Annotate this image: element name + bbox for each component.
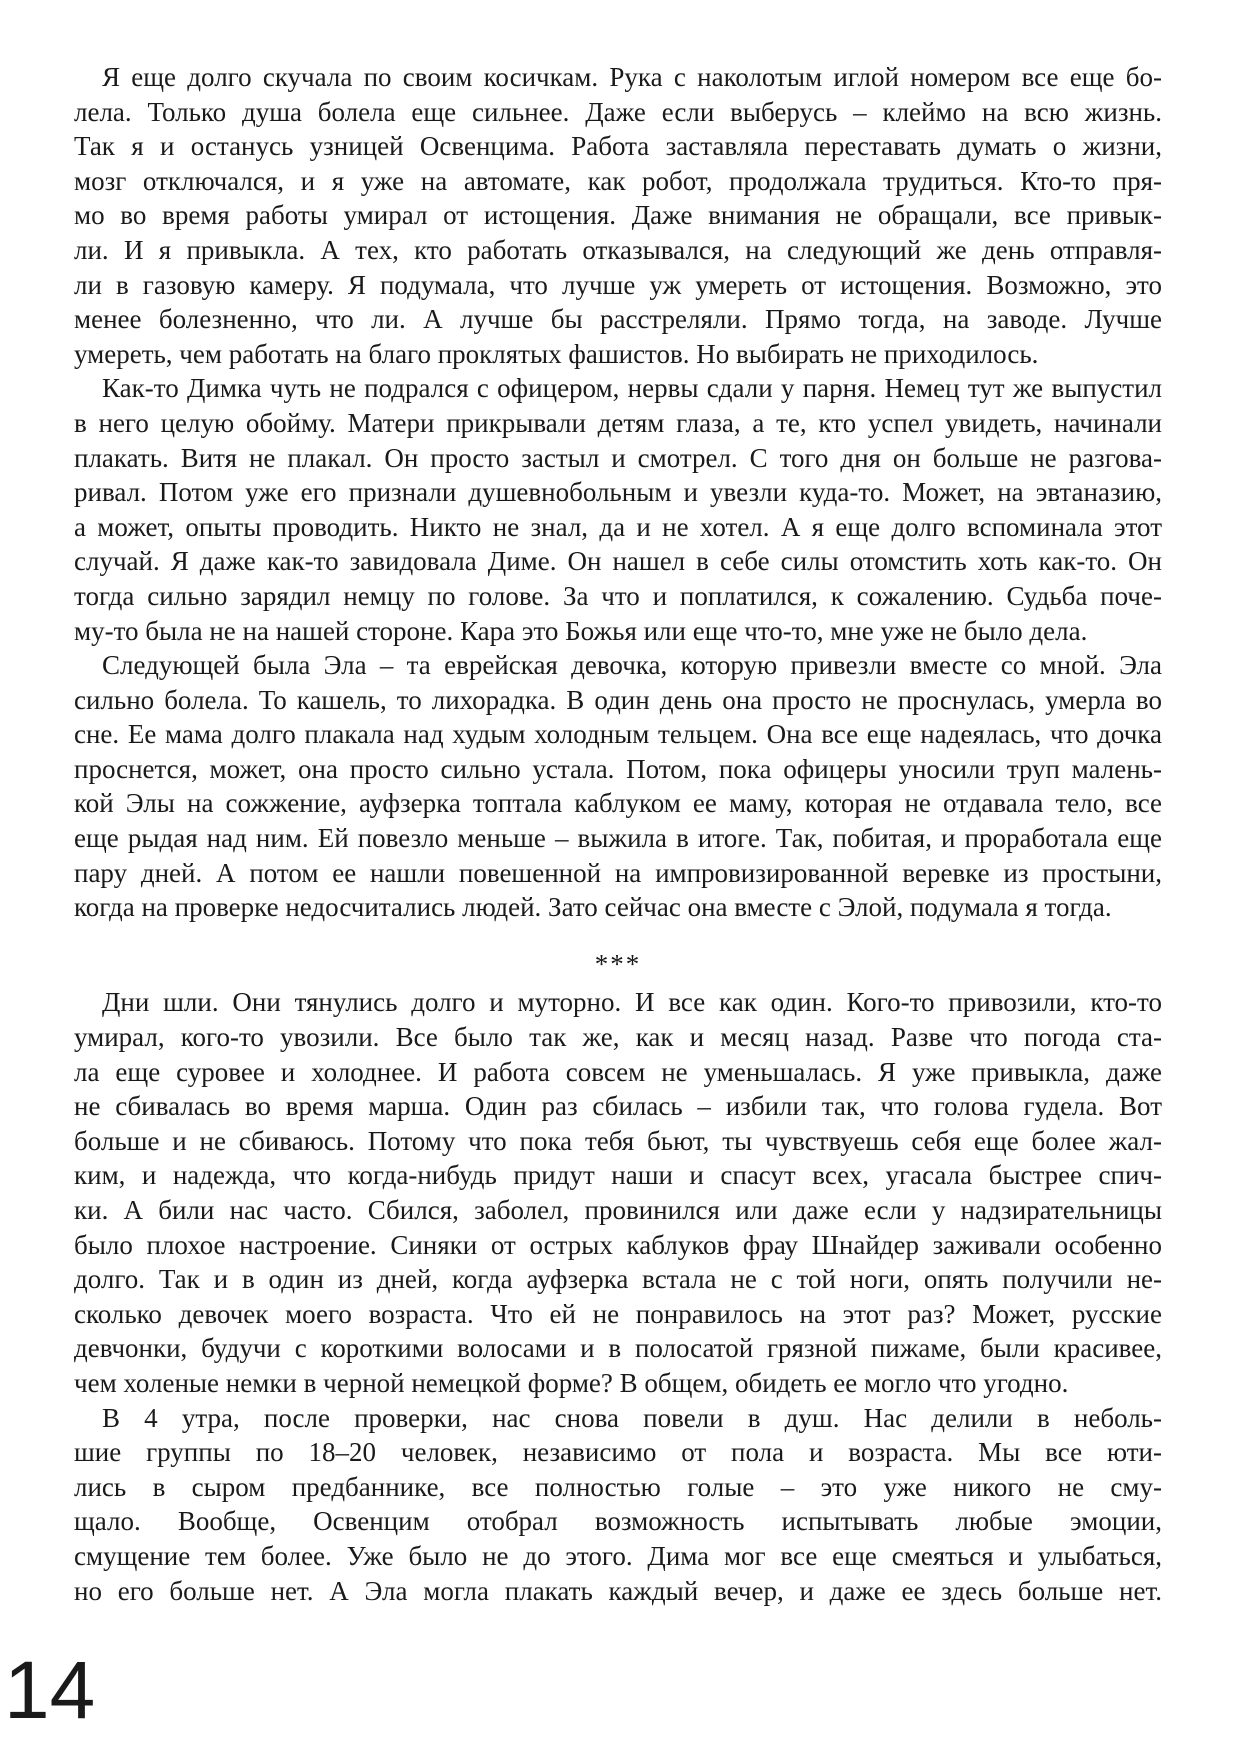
text-line: девчонки, будучи с короткими волосами и в полосатой грязной пижаме, были красивее, (74, 1333, 1162, 1364)
text-line: мо во время работы умирал от истощения. Даже внимания не обращали, все привык- (74, 200, 1162, 231)
text-line: Следующей была Эла – та еврейская девочка, которую привезли вместе со мной. Эла (102, 650, 1162, 681)
text-line: лела. Только душа болела еще сильнее. Даже если выберусь – клеймо на всю жизнь. (74, 96, 1162, 127)
text-line: менее болезненно, что ли. А лучше бы расстреляли. Прямо тогда, на заводе. Лучше (74, 304, 1162, 335)
text-line: лись в сыром предбаннике, все полностью голые – это уже никого не сму- (74, 1471, 1162, 1502)
text-line: мозг отключался, и я уже на автомате, как робот, продолжала трудиться. Кто-то пря- (74, 165, 1162, 196)
text-line: не сбивалась во время марша. Один раз сбилась – избили так, что голова гудела. Вот (74, 1091, 1162, 1122)
text-line: пару дней. А потом ее нашли повешенной на импровизированной веревке из простыни, (74, 857, 1162, 888)
text-line: Дни шли. Они тянулись долго и муторно. И все как один. Кого-то привозили, кто-то (102, 987, 1162, 1018)
text-line: щало. Вообще, Освенцим отобрал возможность испытывать любые эмоции, (74, 1506, 1162, 1537)
text-line: смущение тем более. Уже было не до этого. Дима мог все еще смеяться и улыбаться, (74, 1540, 1162, 1571)
text-line: было плохое настроение. Синяки от острых каблуков фрау Шнайдер заживали особенно (74, 1229, 1162, 1260)
text-line: сильно болела. То кашель, то лихорадка. В один день она просто не проснулась, умерла во (74, 684, 1162, 715)
section-separator: *** (594, 948, 642, 979)
text-line: ривал. Потом уже его признали душевнобольным и увезли куда-то. Может, на эвтаназию, (74, 477, 1162, 508)
paragraph (74, 1401, 1162, 1609)
text-line: Как-то Димка чуть не подрался с офицером, нервы сдали у парня. Немец тут же выпустил (102, 373, 1162, 404)
text-line: а может, опыты проводить. Никто не знал, да и не хотел. А я еще долго вспоминала этот (74, 511, 1162, 542)
paragraph (74, 371, 1162, 648)
text-line: когда на проверке недосчитались людей. Зато сейчас она вместе с Элой, подумала я тогда. (74, 892, 1112, 923)
text-line: ли. И я привыкла. А тех, кто работать отказывался, на следующий же день отправля- (74, 234, 1162, 265)
text-line: сколько девочек моего возраста. Что ей не понравилось на этот раз? Может, русские (74, 1298, 1162, 1329)
text-line: долго. Так и в один из дней, когда ауфзерка встала не с той ноги, опять получили не- (74, 1264, 1162, 1295)
text-line: случай. Я даже как-то завидовала Диме. Он нашел в себе силы отомстить хоть как-то. Он (74, 546, 1162, 577)
text-line: чем холеные немки в черной немецкой форме? В общем, обидеть ее могло что угодно. (74, 1367, 1069, 1398)
text-line: сне. Ее мама долго плакала над худым холодным тельцем. Она все еще надеялась, что дочка (74, 719, 1162, 750)
paragraph (74, 60, 1162, 371)
text-line: в него целую обойму. Матери прикрывали детям глаза, а те, кто успел увидеть, начинали (74, 407, 1162, 438)
text-line: Так я и останусь узницей Освенцима. Работа заставляла переставать думать о жизни, (74, 131, 1162, 162)
text-line: тогда сильно зарядил немцу по голове. За что и поплатился, к сожалению. Судьба поче- (74, 580, 1162, 611)
paragraph (74, 648, 1162, 925)
text-line: ли в газовую камеру. Я подумала, что лучше уж умереть от истощения. Возможно, это (74, 269, 1162, 300)
text-line: умирал, кого-то увозили. Все было так же, как и месяц назад. Разве что погода ста- (74, 1022, 1162, 1053)
text-line: ки. А били нас часто. Сбился, заболел, провинился или даже если у надзирательницы (74, 1195, 1162, 1225)
paragraph (74, 985, 1162, 1400)
text-line: кой Элы на сожжение, ауфзерка топтала каблуком ее маму, которая не отдавала тело, все (74, 788, 1162, 819)
text-line: В 4 утра, после проверки, нас снова повели в душ. Нас делили в неболь- (102, 1402, 1162, 1433)
text-line: еще рыдая над ним. Ей повезло меньше – выжила в итоге. Так, побитая, и проработала еще (74, 823, 1162, 854)
text-line: проснется, может, она просто сильно устала. Потом, пока офицеры уносили труп малень- (74, 753, 1162, 784)
text-line: ким, и надежда, что когда-нибудь придут наши и спасут всех, угасала быстрее спич- (74, 1160, 1162, 1191)
text-line: плакать. Витя не плакал. Он просто застыл и смотрел. С того дня он больше не разгова- (74, 442, 1162, 473)
text-line: ла еще суровее и холоднее. И работа совсем не уменьшалась. Я уже привыкла, даже (74, 1056, 1162, 1087)
text-line: умереть, чем работать на благо проклятых фашистов. Но выбирать не приходилось. (74, 338, 1039, 369)
page-number: 14 (4, 1645, 96, 1736)
text-line: но его больше нет. А Эла могла плакать каждый вечер, и даже ее здесь больше нет. (74, 1575, 1162, 1606)
page-body (74, 60, 1162, 1608)
text-line: больше и не сбиваюсь. Потому что пока тебя бьют, ты чувствуешь себя еще более жал- (74, 1125, 1162, 1156)
text-line: Я еще долго скучала по своим косичкам. Рука с наколотым иглой номером все еще бо- (102, 62, 1162, 92)
text-line: шие группы по 18–20 человек, независимо от пола и возраста. Мы все юти- (74, 1437, 1162, 1468)
text-line: му-то была не на нашей стороне. Кара это Божья или еще что-то, мне уже не было дела. (74, 615, 1088, 646)
